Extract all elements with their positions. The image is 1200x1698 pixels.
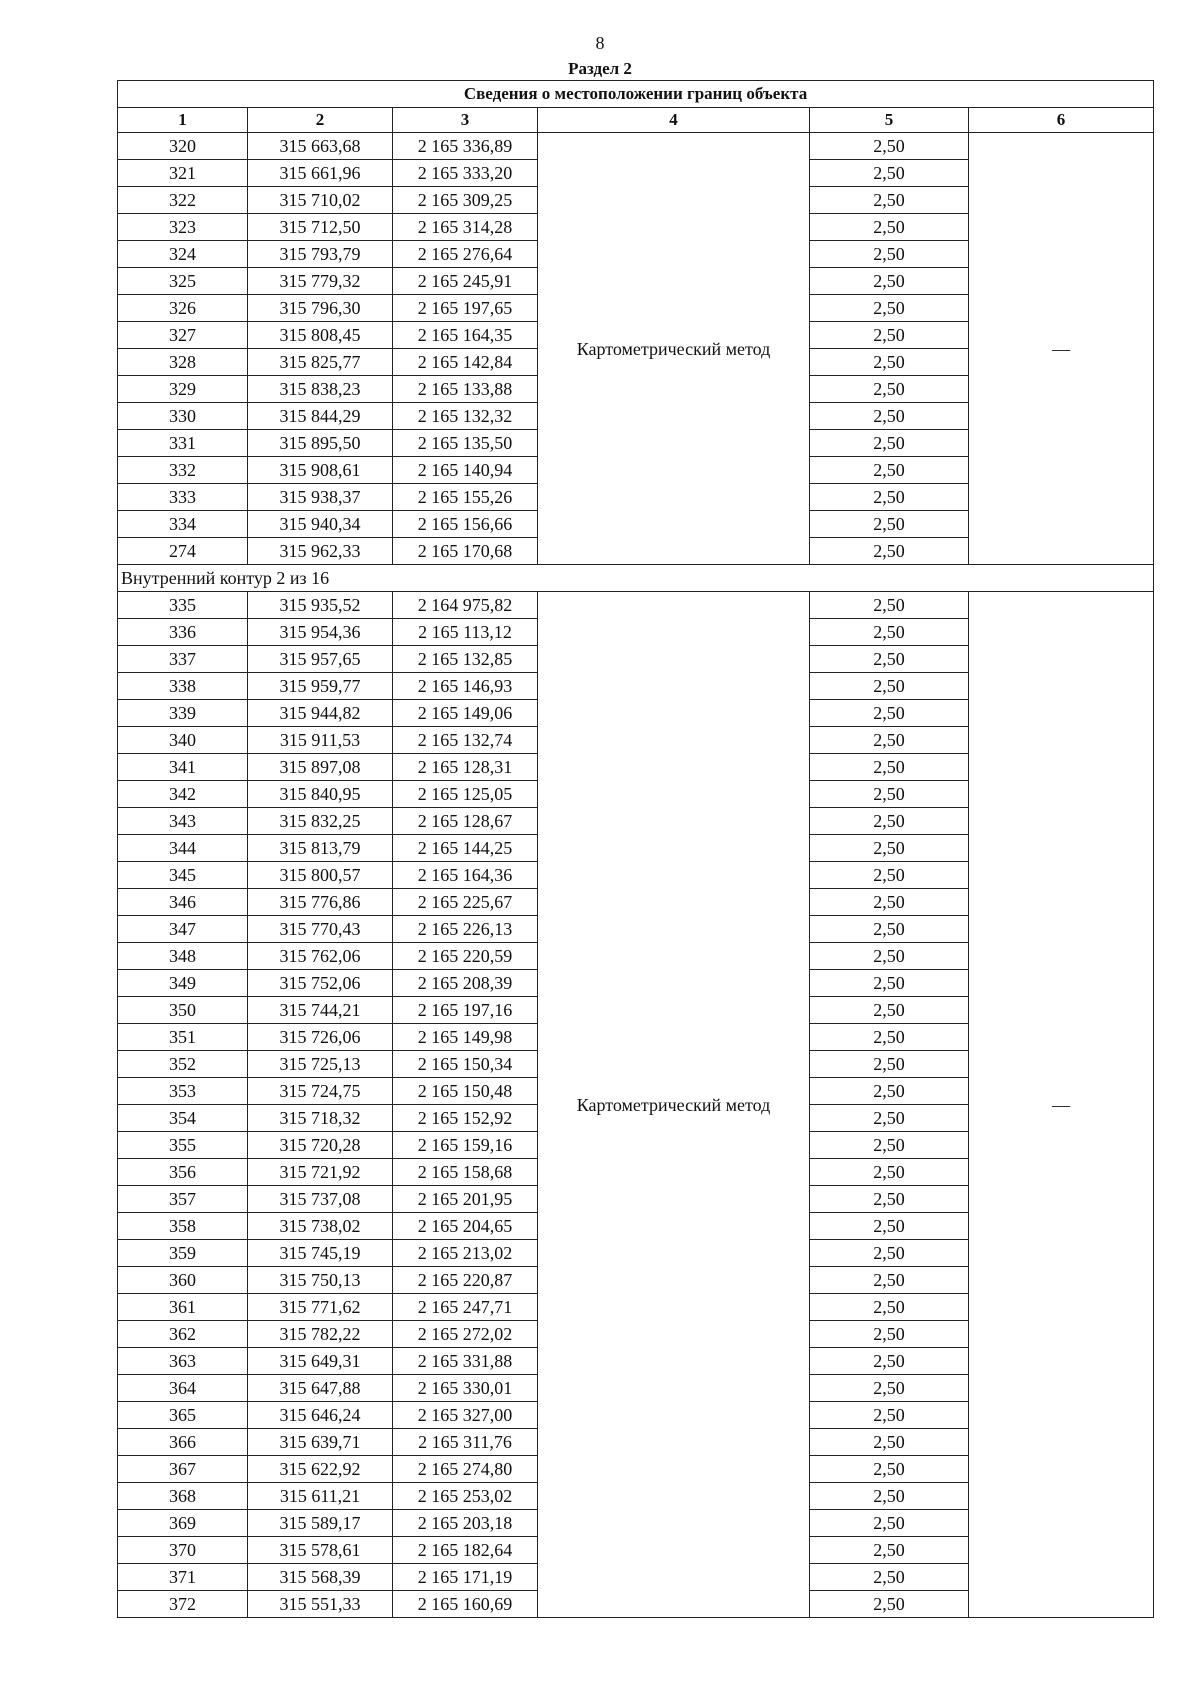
y-coordinate-cell: 2 165 197,65 bbox=[393, 295, 538, 322]
y-coordinate-cell: 2 165 170,68 bbox=[393, 538, 538, 565]
y-coordinate-cell: 2 165 160,69 bbox=[393, 1591, 538, 1618]
x-coordinate-cell: 315 793,79 bbox=[248, 241, 393, 268]
column-number-4: 4 bbox=[538, 108, 810, 133]
point-number-cell: 370 bbox=[118, 1537, 248, 1564]
x-coordinate-cell: 315 661,96 bbox=[248, 160, 393, 187]
accuracy-cell: 2,50 bbox=[810, 1186, 969, 1213]
y-coordinate-cell: 2 165 150,34 bbox=[393, 1051, 538, 1078]
accuracy-cell: 2,50 bbox=[810, 1564, 969, 1591]
table-body bbox=[118, 81, 1154, 1618]
x-coordinate-cell: 315 776,86 bbox=[248, 889, 393, 916]
y-coordinate-cell: 2 165 220,87 bbox=[393, 1267, 538, 1294]
x-coordinate-cell: 315 589,17 bbox=[248, 1510, 393, 1537]
x-coordinate-cell: 315 959,77 bbox=[248, 673, 393, 700]
boundary-coordinates-table bbox=[117, 80, 1154, 1618]
accuracy-cell: 2,50 bbox=[810, 214, 969, 241]
accuracy-cell: 2,50 bbox=[810, 673, 969, 700]
y-coordinate-cell: 2 165 146,93 bbox=[393, 673, 538, 700]
accuracy-cell: 2,50 bbox=[810, 1429, 969, 1456]
column-number-3: 3 bbox=[393, 108, 538, 133]
x-coordinate-cell: 315 762,06 bbox=[248, 943, 393, 970]
point-number-cell: 353 bbox=[118, 1078, 248, 1105]
y-coordinate-cell: 2 165 125,05 bbox=[393, 781, 538, 808]
accuracy-cell: 2,50 bbox=[810, 322, 969, 349]
point-number-cell: 358 bbox=[118, 1213, 248, 1240]
table-caption: Сведения о местоположении границ объекта bbox=[118, 81, 1154, 108]
accuracy-cell: 2,50 bbox=[810, 808, 969, 835]
x-coordinate-cell: 315 622,92 bbox=[248, 1456, 393, 1483]
y-coordinate-cell: 2 165 133,88 bbox=[393, 376, 538, 403]
point-number-cell: 345 bbox=[118, 862, 248, 889]
point-number-cell: 367 bbox=[118, 1456, 248, 1483]
point-number-cell: 338 bbox=[118, 673, 248, 700]
y-coordinate-cell: 2 165 245,91 bbox=[393, 268, 538, 295]
accuracy-cell: 2,50 bbox=[810, 1402, 969, 1429]
y-coordinate-cell: 2 165 164,35 bbox=[393, 322, 538, 349]
accuracy-cell: 2,50 bbox=[810, 592, 969, 619]
accuracy-cell: 2,50 bbox=[810, 1051, 969, 1078]
point-number-cell: 274 bbox=[118, 538, 248, 565]
column-number-5: 5 bbox=[810, 108, 969, 133]
y-coordinate-cell: 2 165 225,67 bbox=[393, 889, 538, 916]
x-coordinate-cell: 315 957,65 bbox=[248, 646, 393, 673]
accuracy-cell: 2,50 bbox=[810, 349, 969, 376]
accuracy-cell: 2,50 bbox=[810, 1510, 969, 1537]
point-number-cell: 346 bbox=[118, 889, 248, 916]
x-coordinate-cell: 315 962,33 bbox=[248, 538, 393, 565]
point-number-cell: 371 bbox=[118, 1564, 248, 1591]
point-number-cell: 351 bbox=[118, 1024, 248, 1051]
x-coordinate-cell: 315 647,88 bbox=[248, 1375, 393, 1402]
accuracy-cell: 2,50 bbox=[810, 1321, 969, 1348]
x-coordinate-cell: 315 712,50 bbox=[248, 214, 393, 241]
y-coordinate-cell: 2 165 152,92 bbox=[393, 1105, 538, 1132]
accuracy-cell: 2,50 bbox=[810, 916, 969, 943]
x-coordinate-cell: 315 750,13 bbox=[248, 1267, 393, 1294]
page-number: 8 bbox=[595, 33, 605, 53]
column-numbers-row bbox=[118, 108, 1154, 133]
accuracy-cell: 2,50 bbox=[810, 754, 969, 781]
table-caption-row bbox=[118, 81, 1154, 108]
accuracy-cell: 2,50 bbox=[810, 241, 969, 268]
point-number-cell: 320 bbox=[118, 133, 248, 160]
point-number-cell: 359 bbox=[118, 1240, 248, 1267]
point-number-cell: 330 bbox=[118, 403, 248, 430]
accuracy-cell: 2,50 bbox=[810, 511, 969, 538]
accuracy-cell: 2,50 bbox=[810, 1105, 969, 1132]
y-coordinate-cell: 2 165 327,00 bbox=[393, 1402, 538, 1429]
accuracy-cell: 2,50 bbox=[810, 889, 969, 916]
y-coordinate-cell: 2 165 274,80 bbox=[393, 1456, 538, 1483]
point-number-cell: 349 bbox=[118, 970, 248, 997]
y-coordinate-cell: 2 165 182,64 bbox=[393, 1537, 538, 1564]
point-number-cell: 335 bbox=[118, 592, 248, 619]
description-cell: — bbox=[969, 592, 1154, 1618]
accuracy-cell: 2,50 bbox=[810, 1267, 969, 1294]
x-coordinate-cell: 315 738,02 bbox=[248, 1213, 393, 1240]
accuracy-cell: 2,50 bbox=[810, 997, 969, 1024]
description-cell: — bbox=[969, 133, 1154, 565]
accuracy-cell: 2,50 bbox=[810, 538, 969, 565]
point-number-cell: 322 bbox=[118, 187, 248, 214]
contour-subheading: Внутренний контур 2 из 16 bbox=[118, 565, 1154, 592]
y-coordinate-cell: 2 165 208,39 bbox=[393, 970, 538, 997]
accuracy-cell: 2,50 bbox=[810, 1483, 969, 1510]
accuracy-cell: 2,50 bbox=[810, 1213, 969, 1240]
x-coordinate-cell: 315 911,53 bbox=[248, 727, 393, 754]
y-coordinate-cell: 2 165 132,32 bbox=[393, 403, 538, 430]
x-coordinate-cell: 315 710,02 bbox=[248, 187, 393, 214]
y-coordinate-cell: 2 165 331,88 bbox=[393, 1348, 538, 1375]
x-coordinate-cell: 315 796,30 bbox=[248, 295, 393, 322]
column-number-6: 6 bbox=[969, 108, 1154, 133]
point-number-cell: 327 bbox=[118, 322, 248, 349]
y-coordinate-cell: 2 165 142,84 bbox=[393, 349, 538, 376]
x-coordinate-cell: 315 908,61 bbox=[248, 457, 393, 484]
accuracy-cell: 2,50 bbox=[810, 862, 969, 889]
accuracy-cell: 2,50 bbox=[810, 943, 969, 970]
point-number-cell: 343 bbox=[118, 808, 248, 835]
accuracy-cell: 2,50 bbox=[810, 1240, 969, 1267]
point-number-cell: 331 bbox=[118, 430, 248, 457]
x-coordinate-cell: 315 838,23 bbox=[248, 376, 393, 403]
x-coordinate-cell: 315 718,32 bbox=[248, 1105, 393, 1132]
x-coordinate-cell: 315 779,32 bbox=[248, 268, 393, 295]
y-coordinate-cell: 2 165 311,76 bbox=[393, 1429, 538, 1456]
accuracy-cell: 2,50 bbox=[810, 700, 969, 727]
x-coordinate-cell: 315 724,75 bbox=[248, 1078, 393, 1105]
x-coordinate-cell: 315 800,57 bbox=[248, 862, 393, 889]
point-number-cell: 339 bbox=[118, 700, 248, 727]
x-coordinate-cell: 315 737,08 bbox=[248, 1186, 393, 1213]
accuracy-cell: 2,50 bbox=[810, 268, 969, 295]
y-coordinate-cell: 2 165 220,59 bbox=[393, 943, 538, 970]
accuracy-cell: 2,50 bbox=[810, 1294, 969, 1321]
point-number-cell: 356 bbox=[118, 1159, 248, 1186]
x-coordinate-cell: 315 578,61 bbox=[248, 1537, 393, 1564]
x-coordinate-cell: 315 646,24 bbox=[248, 1402, 393, 1429]
point-number-cell: 372 bbox=[118, 1591, 248, 1618]
point-number-cell: 365 bbox=[118, 1402, 248, 1429]
x-coordinate-cell: 315 568,39 bbox=[248, 1564, 393, 1591]
y-coordinate-cell: 2 165 155,26 bbox=[393, 484, 538, 511]
x-coordinate-cell: 315 825,77 bbox=[248, 349, 393, 376]
y-coordinate-cell: 2 165 247,71 bbox=[393, 1294, 538, 1321]
y-coordinate-cell: 2 165 336,89 bbox=[393, 133, 538, 160]
y-coordinate-cell: 2 165 158,68 bbox=[393, 1159, 538, 1186]
y-coordinate-cell: 2 165 333,20 bbox=[393, 160, 538, 187]
point-number-cell: 323 bbox=[118, 214, 248, 241]
accuracy-cell: 2,50 bbox=[810, 403, 969, 430]
x-coordinate-cell: 315 770,43 bbox=[248, 916, 393, 943]
point-number-cell: 342 bbox=[118, 781, 248, 808]
accuracy-cell: 2,50 bbox=[810, 727, 969, 754]
y-coordinate-cell: 2 165 203,18 bbox=[393, 1510, 538, 1537]
point-number-cell: 355 bbox=[118, 1132, 248, 1159]
y-coordinate-cell: 2 165 159,16 bbox=[393, 1132, 538, 1159]
section-title: Раздел 2 bbox=[568, 59, 632, 78]
x-coordinate-cell: 315 940,34 bbox=[248, 511, 393, 538]
accuracy-cell: 2,50 bbox=[810, 646, 969, 673]
y-coordinate-cell: 2 165 201,95 bbox=[393, 1186, 538, 1213]
point-number-cell: 326 bbox=[118, 295, 248, 322]
point-number-cell: 337 bbox=[118, 646, 248, 673]
x-coordinate-cell: 315 721,92 bbox=[248, 1159, 393, 1186]
point-number-cell: 321 bbox=[118, 160, 248, 187]
x-coordinate-cell: 315 752,06 bbox=[248, 970, 393, 997]
y-coordinate-cell: 2 165 132,85 bbox=[393, 646, 538, 673]
y-coordinate-cell: 2 165 140,94 bbox=[393, 457, 538, 484]
y-coordinate-cell: 2 165 272,02 bbox=[393, 1321, 538, 1348]
x-coordinate-cell: 315 813,79 bbox=[248, 835, 393, 862]
x-coordinate-cell: 315 832,25 bbox=[248, 808, 393, 835]
point-number-cell: 341 bbox=[118, 754, 248, 781]
column-number-1: 1 bbox=[118, 108, 248, 133]
accuracy-cell: 2,50 bbox=[810, 376, 969, 403]
method-cell: Картометрический метод bbox=[538, 133, 810, 565]
accuracy-cell: 2,50 bbox=[810, 457, 969, 484]
point-number-cell: 340 bbox=[118, 727, 248, 754]
y-coordinate-cell: 2 165 113,12 bbox=[393, 619, 538, 646]
x-coordinate-cell: 315 782,22 bbox=[248, 1321, 393, 1348]
point-number-cell: 348 bbox=[118, 943, 248, 970]
accuracy-cell: 2,50 bbox=[810, 1348, 969, 1375]
point-number-cell: 363 bbox=[118, 1348, 248, 1375]
accuracy-cell: 2,50 bbox=[810, 484, 969, 511]
point-number-cell: 332 bbox=[118, 457, 248, 484]
accuracy-cell: 2,50 bbox=[810, 1078, 969, 1105]
x-coordinate-cell: 315 611,21 bbox=[248, 1483, 393, 1510]
table-row bbox=[118, 133, 1154, 160]
x-coordinate-cell: 315 938,37 bbox=[248, 484, 393, 511]
point-number-cell: 352 bbox=[118, 1051, 248, 1078]
y-coordinate-cell: 2 165 164,36 bbox=[393, 862, 538, 889]
y-coordinate-cell: 2 165 226,13 bbox=[393, 916, 538, 943]
y-coordinate-cell: 2 165 309,25 bbox=[393, 187, 538, 214]
x-coordinate-cell: 315 897,08 bbox=[248, 754, 393, 781]
point-number-cell: 360 bbox=[118, 1267, 248, 1294]
x-coordinate-cell: 315 745,19 bbox=[248, 1240, 393, 1267]
point-number-cell: 347 bbox=[118, 916, 248, 943]
x-coordinate-cell: 315 726,06 bbox=[248, 1024, 393, 1051]
column-number-2: 2 bbox=[248, 108, 393, 133]
point-number-cell: 336 bbox=[118, 619, 248, 646]
point-number-cell: 354 bbox=[118, 1105, 248, 1132]
x-coordinate-cell: 315 744,21 bbox=[248, 997, 393, 1024]
point-number-cell: 350 bbox=[118, 997, 248, 1024]
y-coordinate-cell: 2 165 132,74 bbox=[393, 727, 538, 754]
y-coordinate-cell: 2 165 149,06 bbox=[393, 700, 538, 727]
point-number-cell: 324 bbox=[118, 241, 248, 268]
point-number-cell: 362 bbox=[118, 1321, 248, 1348]
accuracy-cell: 2,50 bbox=[810, 835, 969, 862]
point-number-cell: 364 bbox=[118, 1375, 248, 1402]
method-cell: Картометрический метод bbox=[538, 592, 810, 1618]
accuracy-cell: 2,50 bbox=[810, 1132, 969, 1159]
accuracy-cell: 2,50 bbox=[810, 1024, 969, 1051]
y-coordinate-cell: 2 165 330,01 bbox=[393, 1375, 538, 1402]
point-number-cell: 329 bbox=[118, 376, 248, 403]
x-coordinate-cell: 315 808,45 bbox=[248, 322, 393, 349]
y-coordinate-cell: 2 165 149,98 bbox=[393, 1024, 538, 1051]
y-coordinate-cell: 2 164 975,82 bbox=[393, 592, 538, 619]
y-coordinate-cell: 2 165 150,48 bbox=[393, 1078, 538, 1105]
accuracy-cell: 2,50 bbox=[810, 295, 969, 322]
y-coordinate-cell: 2 165 128,31 bbox=[393, 754, 538, 781]
x-coordinate-cell: 315 725,13 bbox=[248, 1051, 393, 1078]
contour-subheading-row bbox=[118, 565, 1154, 592]
y-coordinate-cell: 2 165 314,28 bbox=[393, 214, 538, 241]
x-coordinate-cell: 315 663,68 bbox=[248, 133, 393, 160]
x-coordinate-cell: 315 639,71 bbox=[248, 1429, 393, 1456]
accuracy-cell: 2,50 bbox=[810, 160, 969, 187]
point-number-cell: 344 bbox=[118, 835, 248, 862]
accuracy-cell: 2,50 bbox=[810, 1456, 969, 1483]
x-coordinate-cell: 315 840,95 bbox=[248, 781, 393, 808]
x-coordinate-cell: 315 935,52 bbox=[248, 592, 393, 619]
y-coordinate-cell: 2 165 128,67 bbox=[393, 808, 538, 835]
x-coordinate-cell: 315 944,82 bbox=[248, 700, 393, 727]
point-number-cell: 357 bbox=[118, 1186, 248, 1213]
x-coordinate-cell: 315 720,28 bbox=[248, 1132, 393, 1159]
x-coordinate-cell: 315 844,29 bbox=[248, 403, 393, 430]
point-number-cell: 328 bbox=[118, 349, 248, 376]
accuracy-cell: 2,50 bbox=[810, 430, 969, 457]
y-coordinate-cell: 2 165 156,66 bbox=[393, 511, 538, 538]
y-coordinate-cell: 2 165 144,25 bbox=[393, 835, 538, 862]
accuracy-cell: 2,50 bbox=[810, 1375, 969, 1402]
table-row bbox=[118, 592, 1154, 619]
accuracy-cell: 2,50 bbox=[810, 133, 969, 160]
x-coordinate-cell: 315 551,33 bbox=[248, 1591, 393, 1618]
point-number-cell: 366 bbox=[118, 1429, 248, 1456]
y-coordinate-cell: 2 165 204,65 bbox=[393, 1213, 538, 1240]
x-coordinate-cell: 315 771,62 bbox=[248, 1294, 393, 1321]
y-coordinate-cell: 2 165 171,19 bbox=[393, 1564, 538, 1591]
y-coordinate-cell: 2 165 276,64 bbox=[393, 241, 538, 268]
y-coordinate-cell: 2 165 135,50 bbox=[393, 430, 538, 457]
point-number-cell: 334 bbox=[118, 511, 248, 538]
accuracy-cell: 2,50 bbox=[810, 781, 969, 808]
accuracy-cell: 2,50 bbox=[810, 1537, 969, 1564]
y-coordinate-cell: 2 165 213,02 bbox=[393, 1240, 538, 1267]
accuracy-cell: 2,50 bbox=[810, 1591, 969, 1618]
y-coordinate-cell: 2 165 197,16 bbox=[393, 997, 538, 1024]
x-coordinate-cell: 315 954,36 bbox=[248, 619, 393, 646]
point-number-cell: 368 bbox=[118, 1483, 248, 1510]
x-coordinate-cell: 315 649,31 bbox=[248, 1348, 393, 1375]
x-coordinate-cell: 315 895,50 bbox=[248, 430, 393, 457]
point-number-cell: 325 bbox=[118, 268, 248, 295]
accuracy-cell: 2,50 bbox=[810, 187, 969, 214]
point-number-cell: 333 bbox=[118, 484, 248, 511]
y-coordinate-cell: 2 165 253,02 bbox=[393, 1483, 538, 1510]
accuracy-cell: 2,50 bbox=[810, 970, 969, 997]
accuracy-cell: 2,50 bbox=[810, 1159, 969, 1186]
point-number-cell: 369 bbox=[118, 1510, 248, 1537]
accuracy-cell: 2,50 bbox=[810, 619, 969, 646]
point-number-cell: 361 bbox=[118, 1294, 248, 1321]
